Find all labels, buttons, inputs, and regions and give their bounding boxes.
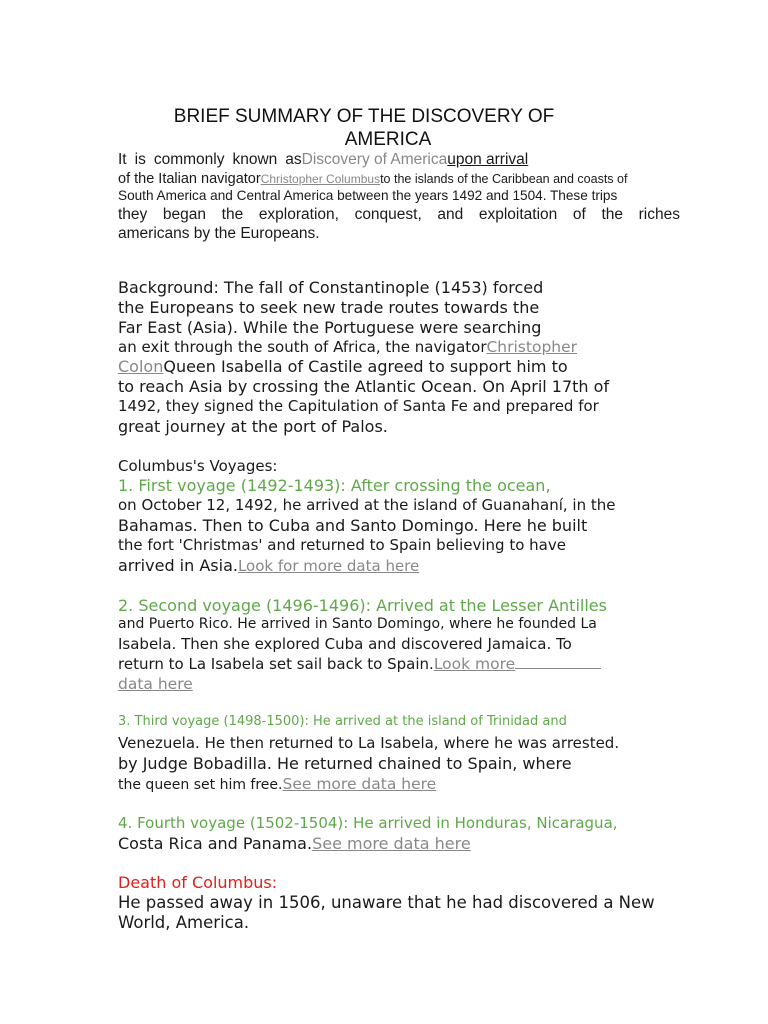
intro-line-1-after: upon arrival [447,151,529,168]
colon-link[interactable]: Colon [118,357,164,376]
christopher-colon-link[interactable]: Christopher [486,338,578,356]
death-line-1: He passed away in 1506, unaware that he had discovered a New [118,893,655,912]
third-voyage-heading: 3. Third voyage (1498-1500): He arrived at the island of Trinidad and [118,714,567,729]
intro-line-1-words [118,151,285,168]
background-line-2: the Europeans to seek new trade routes towards the [118,298,540,317]
first-voyage-line-5-before: arrived in Asia. [118,556,238,575]
background-line-6: to reach Asia by crossing the Atlantic Ocean. On April 17th of [118,377,610,396]
intro-word: conquest, [354,206,422,223]
intro-line-2 [118,171,627,188]
christopher-columbus-link[interactable]: Christopher Columbus [260,172,381,186]
intro-line-5: americans by the Europeans. [118,225,320,242]
second-voyage-line-5 [118,676,193,694]
death-heading: Death of Columbus: [118,873,278,892]
intro-word: exploitation [478,206,558,223]
second-voyage-data-here-link[interactable]: data here [118,675,193,693]
background-line-4 [118,339,577,357]
fourth-voyage-more-data-link[interactable]: See more data here [312,834,471,853]
intro-word: It [118,151,127,168]
second-voyage-line-3: Isabela. Then she explored Cuba and discovered Jamaica. To [118,635,572,653]
second-voyage-heading: 2. Second voyage (1496-1496): Arrived at the Lesser Antilles [118,596,607,615]
second-voyage-line-2: and Puerto Rico. He arrived in Santo Domingo, where he founded La [118,616,597,632]
third-voyage-more-data-link[interactable]: See more data here [282,775,437,793]
intro-line-1-as: as [285,151,302,168]
intro-line-4 [118,206,680,224]
intro-word: known [232,151,278,168]
document-title-line-1: BRIEF SUMMARY OF THE DISCOVERY OF [173,106,555,127]
second-voyage-look-more-link[interactable]: Look more [433,655,516,673]
intro-line-1 [118,151,528,169]
background-line-7: 1492, they signed the Capitulation of Santa Fe and prepared for [118,397,599,415]
background-line-4-before: an exit through the south of Africa, the navigator [118,338,487,356]
discovery-of-america-link[interactable]: Discovery of America [301,151,448,168]
third-voyage-line-2: Venezuela. He then returned to La Isabela, where he was arrested. [118,734,620,752]
intro-word: exploration, [258,206,339,223]
second-voyage-line-4-before: return to La Isabela set sail back to Spain. [118,655,434,673]
background-line-5 [118,358,568,376]
intro-line-2-before: of the Italian navigator [118,171,261,187]
intro-line-4-words [118,206,680,224]
third-voyage-line-3: by Judge Bobadilla. He returned chained to Spain, where [118,754,572,773]
intro-word: riches [638,206,680,223]
fourth-voyage-line-2-before: Costa Rica and Panama. [118,834,313,853]
intro-word: and [437,206,464,223]
second-voyage-line-4 [118,656,601,674]
intro-word: the [601,206,624,223]
intro-word: the [221,206,244,223]
first-voyage-line-2: on October 12, 1492, he arrived at the island of Guanahaní, in the [118,496,616,514]
background-line-3: Far East (Asia). While the Portuguese were searching [118,318,542,337]
first-voyage-more-data-link[interactable]: Look for more data here [237,557,420,575]
fourth-voyage-line-2 [118,835,471,853]
intro-word: of [572,206,586,223]
third-voyage-line-4-before: the queen set him free. [118,777,283,793]
third-voyage-line-4 [118,776,436,794]
document-title-line-2: AMERICA [344,129,432,150]
background-line-1: Background: The fall of Constantinople (1453) forced [118,278,544,297]
first-voyage-line-5 [118,557,419,575]
first-voyage-heading: 1. First voyage (1492-1493): After crossing the ocean, [118,476,551,495]
intro-word: commonly [153,151,225,168]
first-voyage-line-3: Bahamas. Then to Cuba and Santo Domingo. Here he built [118,516,588,535]
intro-word: began [162,206,207,223]
intro-word: they [118,206,148,223]
intro-line-2-after: to the islands of the Caribbean and coasts of [380,172,628,186]
voyages-heading: Columbus's Voyages: [118,457,278,475]
second-voyage-link-underline-gap [515,656,601,669]
intro-line-3: South America and Central America between the years 1492 and 1504. These trips [118,188,618,203]
intro-word: is [134,151,146,168]
fourth-voyage-heading: 4. Fourth voyage (1502-1504): He arrived in Honduras, Nicaragua, [118,814,618,832]
background-line-5-after: Queen Isabella of Castile agreed to support him to [163,357,568,376]
first-voyage-line-4: the fort 'Christmas' and returned to Spain believing to have [118,536,566,554]
death-line-2: World, America. [118,913,250,932]
background-line-8: great journey at the port of Palos. [118,417,388,436]
